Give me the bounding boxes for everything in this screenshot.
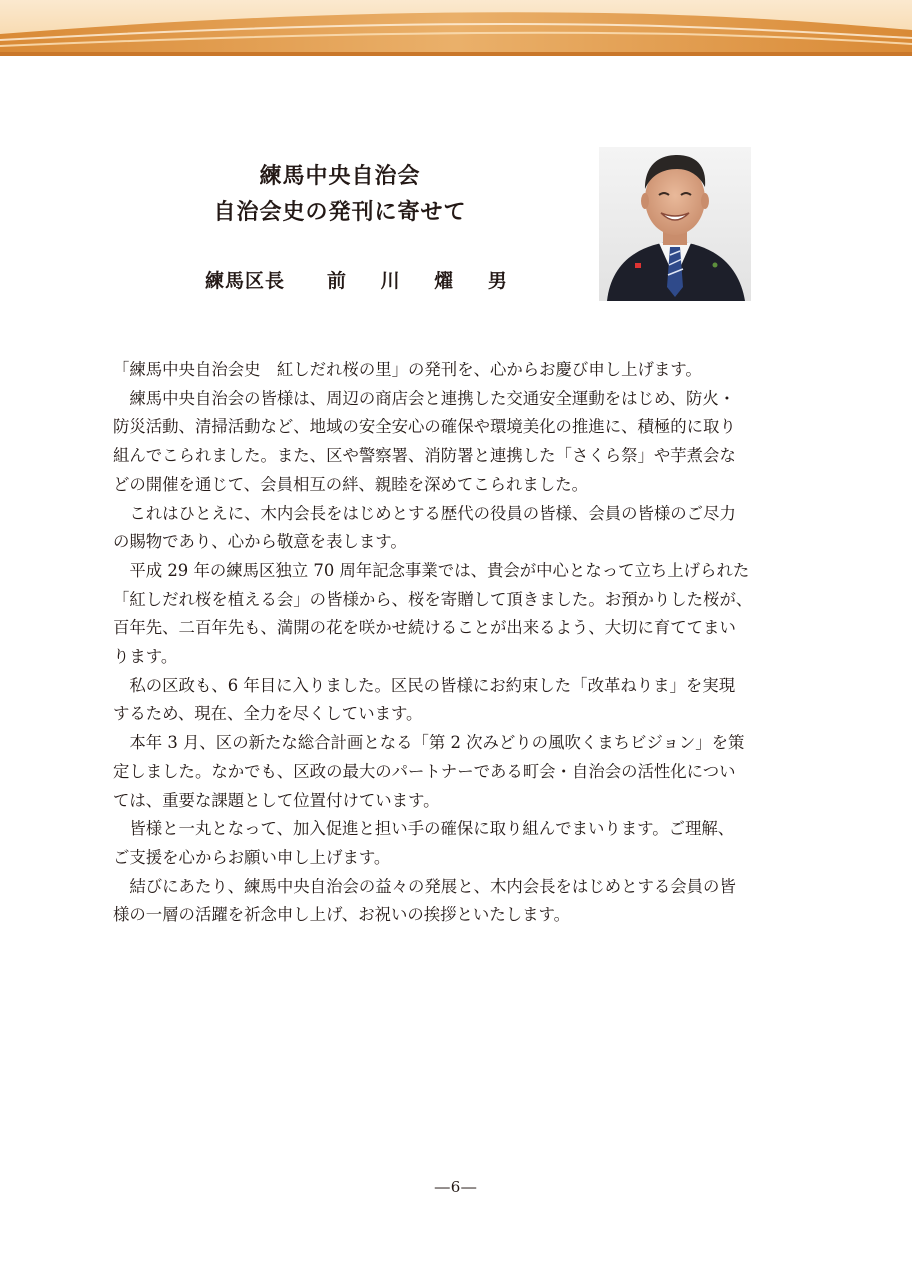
- portrait-photo-icon: [599, 147, 751, 301]
- document-title: [150, 158, 530, 230]
- author-byline: [205, 266, 521, 293]
- body-line: ご支援を心からお願い申し上げます。: [113, 847, 391, 867]
- body-line: ては、重要な課題として位置付けています。: [113, 790, 440, 810]
- message-body: [113, 356, 803, 930]
- body-line: ります。: [113, 647, 178, 667]
- body-line: 百年先、二百年先も、満開の花を咲かせ続けることが出来るよう、大切に育ててまい: [113, 618, 736, 638]
- header-decoration: [0, 0, 912, 56]
- body-line: 防災活動、清掃活動など、地域の安全安心の確保や環境美化の推進に、積極的に取り: [113, 417, 736, 437]
- body-line: 結びにあたり、練馬中央自治会の益々の発展と、木内会長をはじめとする会員の皆: [113, 876, 736, 896]
- body-line: 本年 3 月、区の新たな総合計画となる「第 2 次みどりの風吹くまちビジョン」を策: [113, 733, 745, 753]
- page-number: ―6―: [434, 1178, 478, 1196]
- title-line-2: 自治会史の発刊に寄せて: [213, 199, 467, 225]
- body-line: 様の一層の活躍を祈念申し上げ、お祝いの挨拶といたします。: [113, 905, 570, 925]
- author-role: 練馬区長: [205, 270, 286, 292]
- body-line: 「紅しだれ桜を植える会」の皆様から、桜を寄贈して頂きました。お預かりした桜が、: [113, 589, 753, 609]
- body-line: 皆様と一丸となって、加入促進と担い手の確保に取り組んでまいります。ご理解、: [113, 819, 735, 839]
- title-line-1: 練馬中央自治会: [259, 163, 421, 189]
- body-line: するため、現在、全力を尽くしています。: [113, 704, 423, 724]
- body-line: 平成 29 年の練馬区独立 70 周年記念事業では、貴会が中心となって立ち上げられた: [113, 560, 750, 580]
- body-line: 練馬中央自治会の皆様は、周辺の商店会と連携した交通安全運動をはじめ、防火・: [113, 388, 736, 408]
- body-line: の賜物であり、心から敬意を表します。: [113, 532, 407, 552]
- body-line: 「練馬中央自治会史 紅しだれ桜の里」の発刊を、心からお慶び申し上げます。: [113, 360, 702, 379]
- body-line: これはひとえに、木内会長をはじめとする歴代の役員の皆様、会員の皆様のご尽力: [113, 503, 736, 523]
- author-name: 前 川 燿 男: [327, 270, 521, 292]
- body-line: 定しました。なかでも、区政の最大のパートナーである町会・自治会の活性化につい: [113, 761, 736, 781]
- body-line: どの開催を通じて、会員相互の絆、親睦を深めてこられました。: [113, 474, 588, 494]
- body-line: 私の区政も、6 年目に入りました。区民の皆様にお約束した「改革ねりま」を実現: [113, 675, 736, 695]
- body-line: 組んでこられました。また、区や警察署、消防署と連携した「さくら祭」や芋煮会な: [113, 446, 736, 466]
